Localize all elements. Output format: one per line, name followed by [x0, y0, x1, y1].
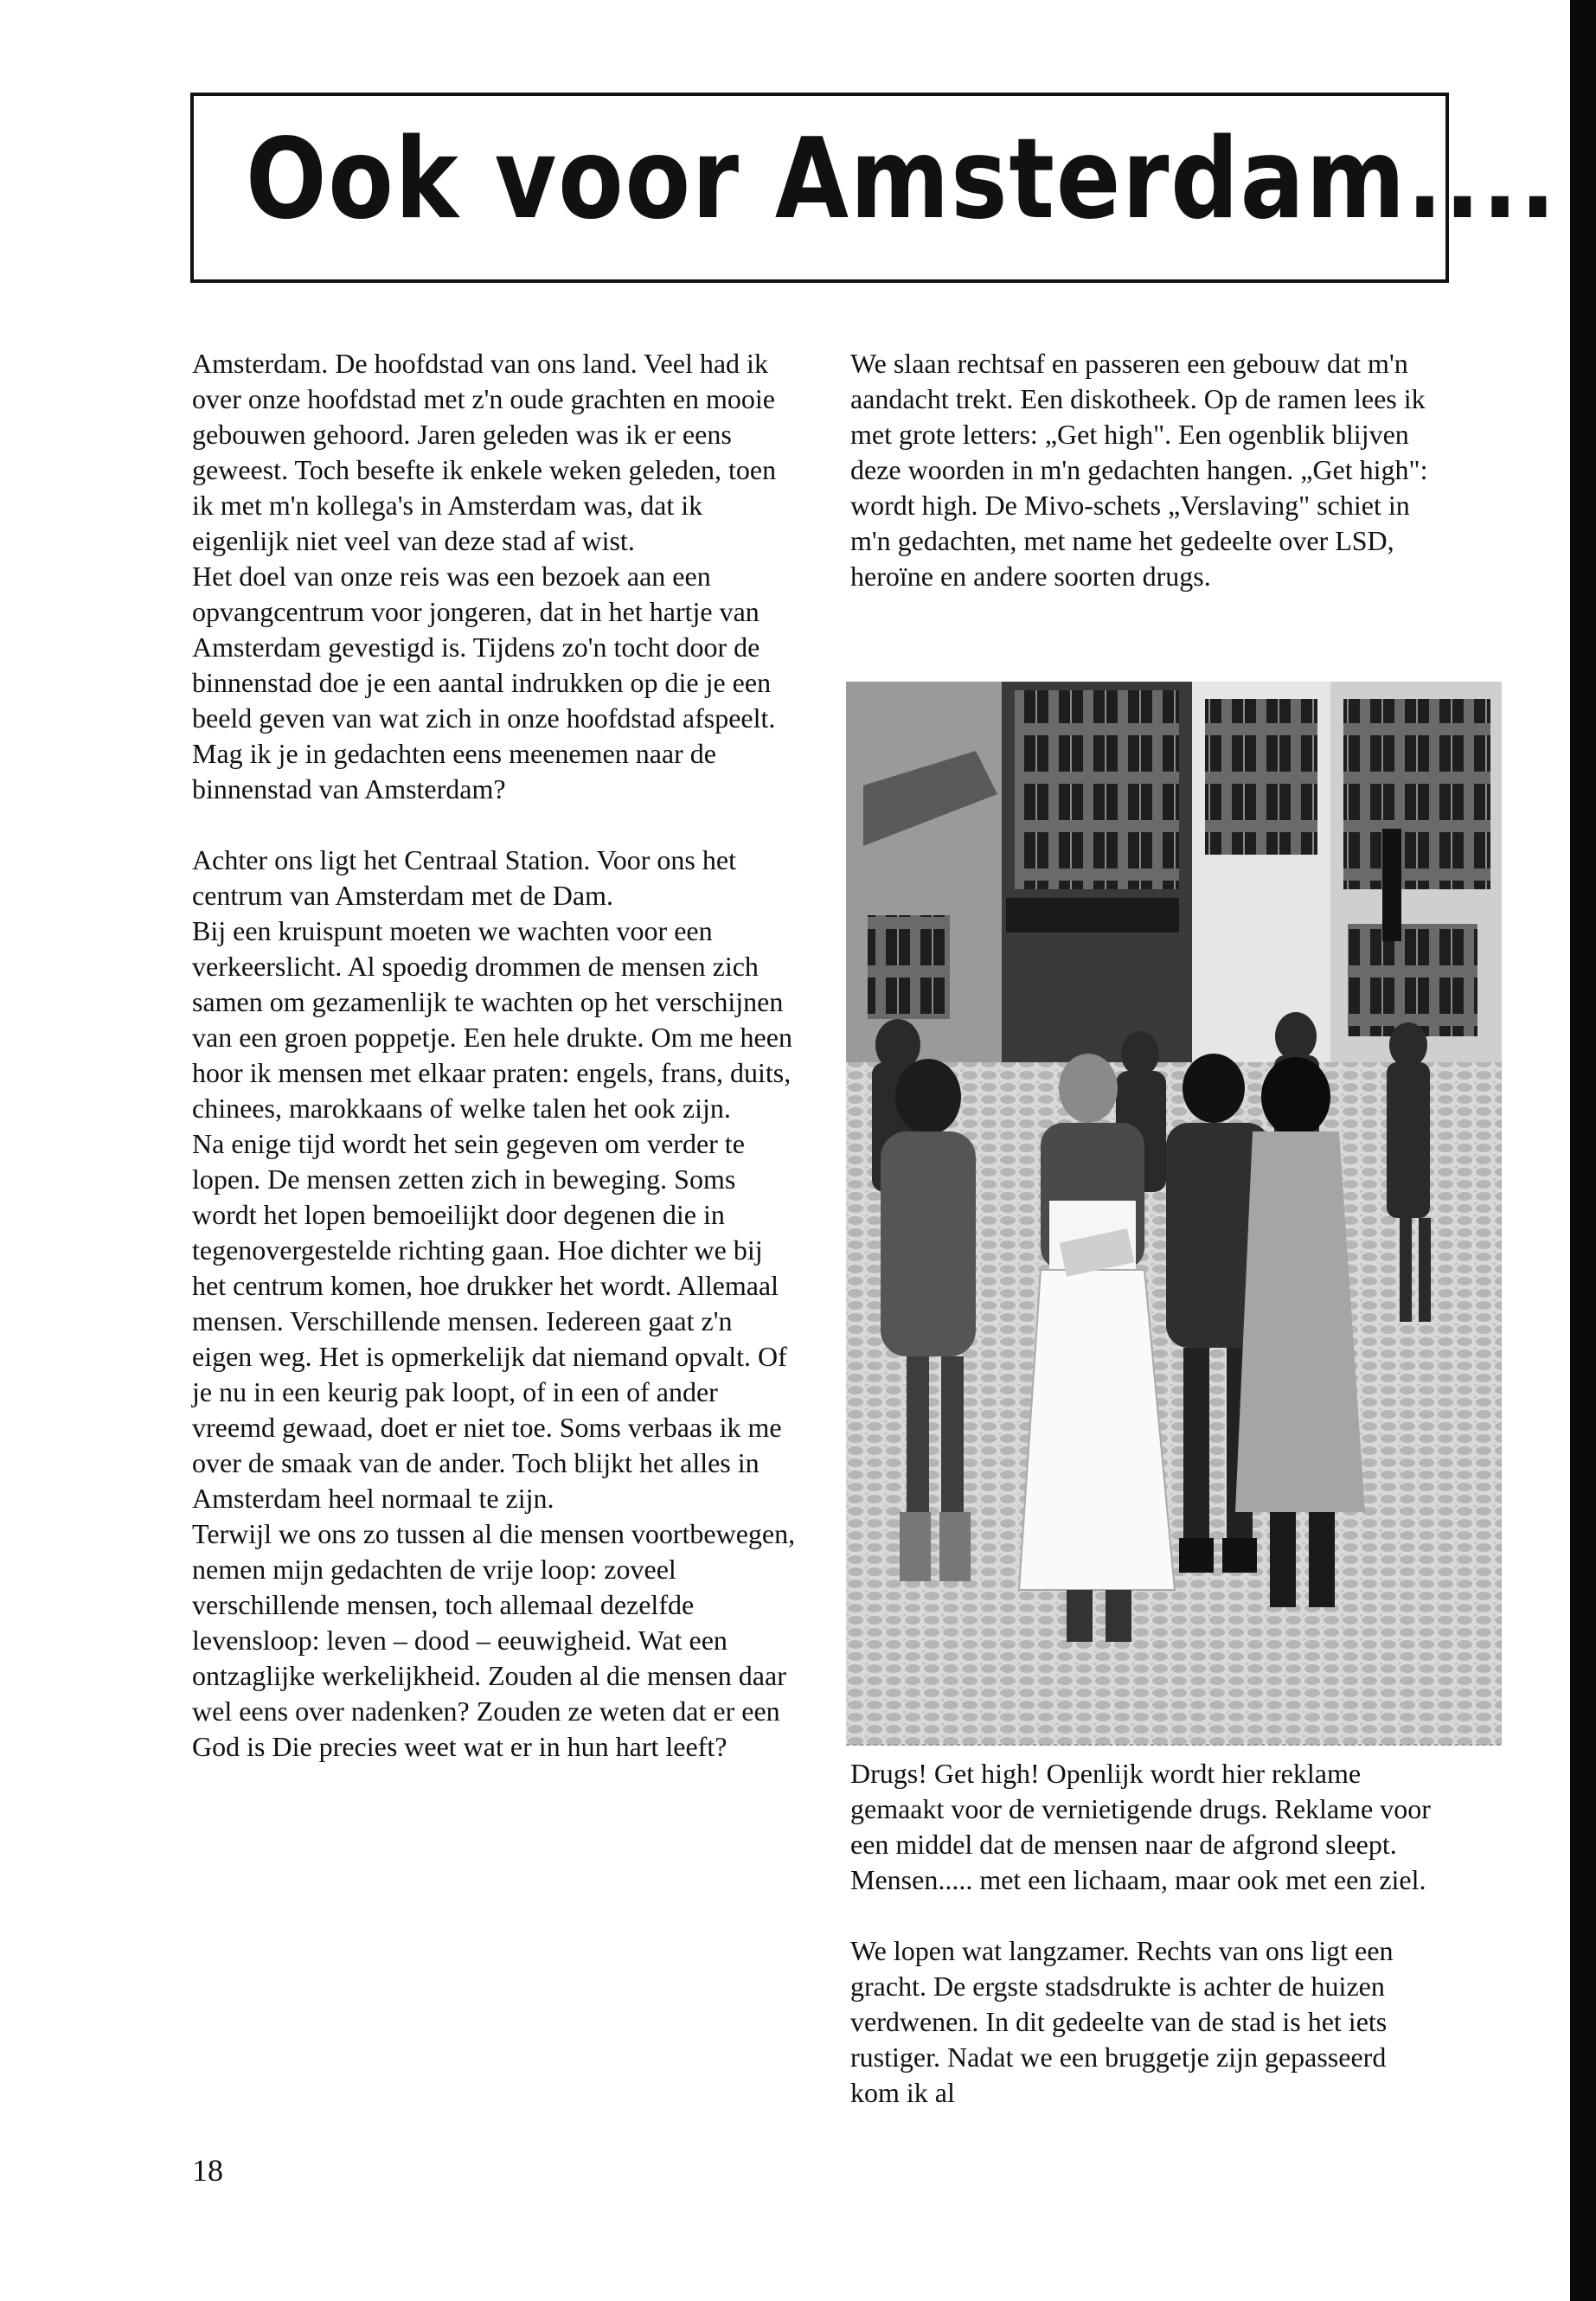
- title-box: [190, 93, 1558, 283]
- paragraph: Terwijl we ons zo tussen al die mensen voortbewegen, nemen mijn gedachten de vrije loop: zoveel verschillende mensen, toch allemaal dezelfde levensloop: leven – dood – eeuwigheid. Wat een ontzaglijke werkelijkheid. Zouden al die mensen daar wel eens over nadenken? Zouden ze weten dat er een God is Die precies weet wat er in hun hart leeft?: [192, 1518, 796, 1762]
- paragraph: Achter ons ligt het Centraal Station. Voor ons het centrum van Amsterdam met de Dam.: [192, 844, 736, 911]
- page-edge-bar: [1570, 0, 1596, 2301]
- page-title: Ook voor Amsterdam....: [246, 115, 1558, 244]
- photo-illustration: [846, 682, 1502, 1746]
- paragraph: Het doel van onze reis was een bezoek aan een opvangcentrum voor jongeren, dat in het hartje van Amsterdam gevestigd is. Tijdens zo'n tocht door de binnenstad doe je een aantal indrukken op die je een beeld geven van wat zich in onze hoofdstad afspeelt.: [192, 561, 776, 734]
- paragraph: Bij een kruispunt moeten we wachten voor een verkeerslicht. Al spoedig drommen de mensen zich samen om gezamenlijk te wachten op het verschijnen van een groen poppetje. Een hele drukte. Om me heen hoor ik mensen met elkaar praten: engels, frans, duits, chinees, marokkaans of welke talen het ook zijn.: [192, 915, 792, 1124]
- right-column-bottom: [850, 1756, 1439, 2111]
- paragraph: Mag ik je in gedachten eens meenemen naar de binnenstad van Amsterdam?: [192, 738, 716, 804]
- photo-caption: Drugs! Get high! Openlijk wordt hier reklame gemaakt voor de vernietigende drugs. Reklame voor een middel dat de mensen naar de afgrond sleept. Mensen..... met een lichaam, maar ook met een ziel.: [850, 1758, 1431, 1895]
- left-column: [192, 346, 798, 1765]
- street-scene-photo: [846, 682, 1502, 1746]
- right-column-top: [850, 346, 1439, 594]
- paragraph: We slaan rechtsaf en passeren een gebouw dat m'n aandacht trekt. Een diskotheek. Op de ramen lees ik met grote letters: „Get high". Een ogenblik blijven deze woorden in m'n gedachten hangen. „Get high": wordt high. De Mivo-schets „Verslaving" schiet in m'n gedachten, met name het gedeelte over LSD, heroïne en andere soorten drugs.: [850, 348, 1428, 592]
- page-number: 18: [192, 2153, 223, 2188]
- paragraph: Amsterdam. De hoofdstad van ons land. Veel had ik over onze hoofdstad met z'n oude grachten en mooie gebouwen gehoord. Jaren geleden was ik er eens geweest. Toch besefte ik enkele weken geleden, toen ik met m'n kollega's in Amsterdam was, dat ik eigenlijk niet veel van deze stad af wist.: [192, 348, 777, 556]
- paragraph: Na enige tijd wordt het sein gegeven om verder te lopen. De mensen zetten zich in beweging. Soms wordt het lopen bemoeilijkt door degenen die in tegenovergestelde richting gaan. Hoe dichter we bij het centrum komen, hoe drukker het wordt. Allemaal mensen. Verschillende mensen. Iedereen gaat z'n eigen weg. Het is opmerkelijk dat niemand opvalt. Of je nu in een keurig pak loopt, of in een of ander vreemd gewaad, doet er niet toe. Soms verbaas ik me over de smaak van de ander. Toch blijkt het alles in Amsterdam heel normaal te zijn.: [192, 1128, 787, 1514]
- paragraph: We lopen wat langzamer. Rechts van ons ligt een gracht. De ergste stadsdrukte is achter de huizen verdwenen. In dit gedeelte van de stad is het iets rustiger. Nadat we een bruggetje zijn gepasseerd kom ik al: [850, 1935, 1394, 2108]
